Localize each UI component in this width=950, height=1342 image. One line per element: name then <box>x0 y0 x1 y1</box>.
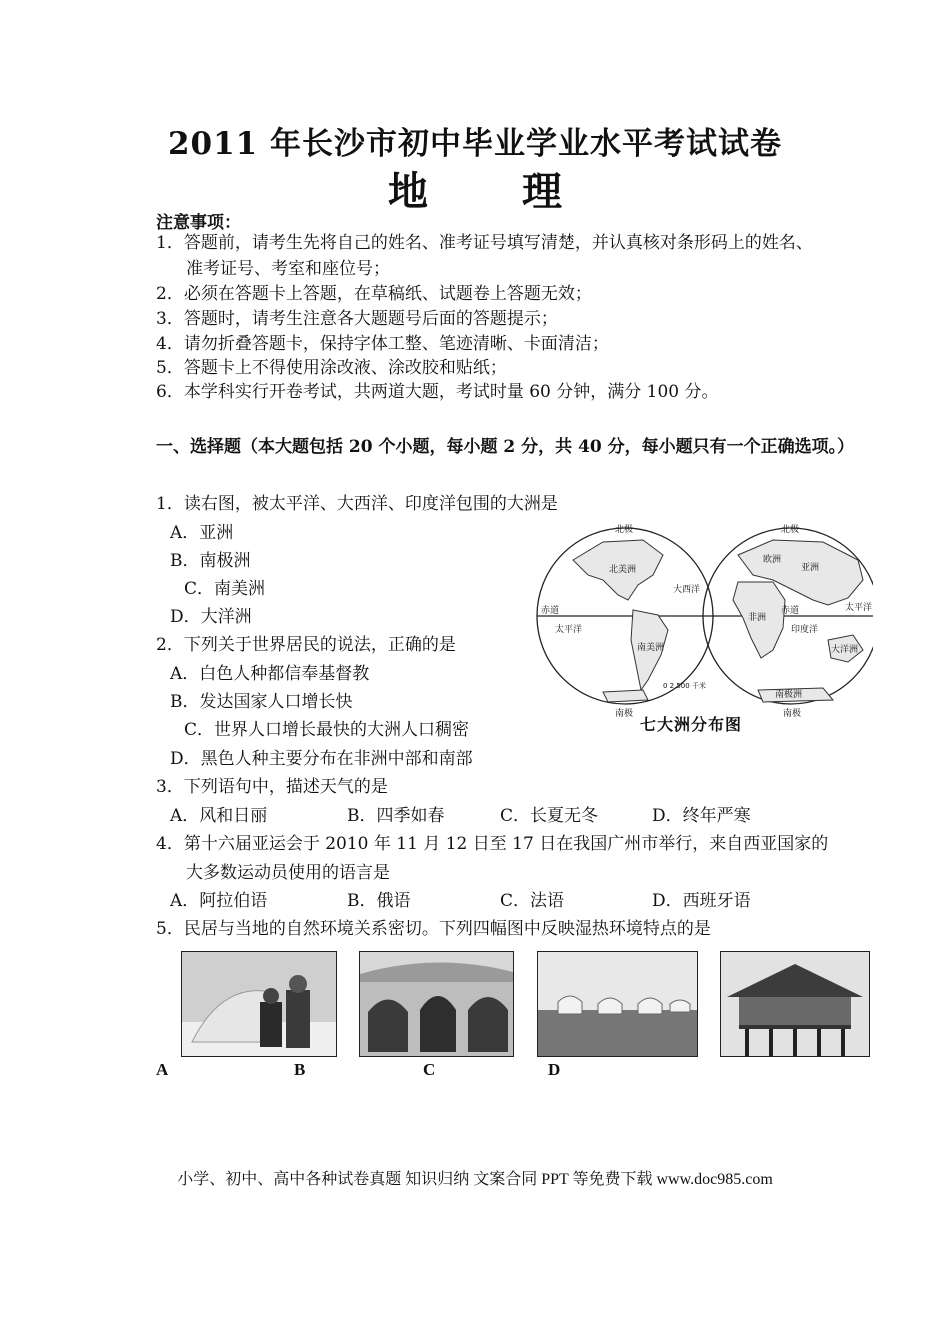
photo-label-d: D <box>548 1060 561 1079</box>
option: A．亚洲 <box>170 523 234 543</box>
atlantic-label: 大西洋 <box>673 585 701 595</box>
exam-title: 2011 年长沙市初中毕业学业水平考试试卷 <box>167 126 783 162</box>
notice-item: 6．本学科实行开卷考试，共两道大题，考试时量 60 分钟，满分 100 分。 <box>156 382 719 402</box>
equator-label-east: 赤道 <box>781 606 800 616</box>
map-scale: 0 2 500 千米 <box>663 682 706 690</box>
option: D．终年严寒 <box>652 806 751 826</box>
subject-title: 地 理 <box>388 168 602 215</box>
europe-label: 欧洲 <box>763 555 782 565</box>
equator-label-west: 赤道 <box>541 606 560 616</box>
photo-cave-dwelling <box>359 951 514 1057</box>
notice-heading: 注意事项： <box>156 213 241 233</box>
notice-item: 准考证号、考室和座位号； <box>186 259 390 279</box>
option: A．风和日丽 <box>170 806 268 826</box>
indian-ocean-label: 印度洋 <box>791 625 819 635</box>
notice-item: 5．答题卡上不得使用涂改液、涂改胶和贴纸； <box>156 358 507 378</box>
option: C．长夏无冬 <box>500 806 599 826</box>
north-america-label: 北美洲 <box>609 565 637 575</box>
pacific-label-east: 太平洋 <box>845 603 873 613</box>
option: B．俄语 <box>347 891 411 911</box>
photo-label-b: B <box>294 1060 306 1079</box>
question-stem: 1．读右图，被太平洋、大西洋、印度洋包围的大洲是 <box>156 494 558 514</box>
notice-item: 2．必须在答题卡上答题，在草稿纸、试题卷上答题无效； <box>156 284 592 304</box>
antarctica-label: 南极洲 <box>775 690 803 700</box>
question-stem: 5．民居与当地的自然环境关系密切。下列四幅图中反映湿热环境特点的是 <box>156 919 711 939</box>
pacific-label-west: 太平洋 <box>555 625 583 635</box>
south-pole-label-east: 南极 <box>783 709 802 719</box>
north-pole-label-east: 北极 <box>781 525 800 535</box>
south-pole-label-west: 南极 <box>615 709 634 719</box>
oceania-label: 大洋洲 <box>831 645 859 655</box>
option: D．西班牙语 <box>652 891 751 911</box>
photo-igloo <box>181 951 337 1057</box>
option: C．法语 <box>500 891 565 911</box>
section-heading: 一、选择题（本大题包括 20 个小题，每小题 2 分，共 40 分，每小题只有一个正确选项。） <box>156 437 855 457</box>
option: D．大洋洲 <box>170 607 252 627</box>
south-america-label: 南美洲 <box>637 643 665 653</box>
option: B．四季如春 <box>347 806 445 826</box>
option: C．南美洲 <box>184 579 266 599</box>
question-stem: 2．下列关于世界居民的说法，正确的是 <box>156 635 456 655</box>
footer-text: 小学、初中、高中各种试卷真题 知识归纳 文案合同 PPT 等免费下载 www.doc985.com <box>177 1171 773 1188</box>
notice-item: 4．请勿折叠答题卡，保持字体工整、笔迹清晰、卡面清洁； <box>156 334 609 354</box>
option: C．世界人口增长最快的大洲人口稠密 <box>184 720 470 740</box>
option: D．黑色人种主要分布在非洲中部和南部 <box>170 749 473 769</box>
world-continents-map <box>533 520 873 720</box>
option: A．白色人种都信奉基督教 <box>170 664 370 684</box>
question-stem: 3．下列语句中，描述天气的是 <box>156 777 388 797</box>
notice-item: 1．答题前，请考生先将自己的姓名、准考证号填写清楚，并认真核对条形码上的姓名、 <box>156 233 813 253</box>
option: B．发达国家人口增长快 <box>170 692 353 712</box>
photo-yurts <box>537 951 698 1057</box>
question-stem-continued: 大多数运动员使用的语言是 <box>186 863 390 883</box>
africa-label: 非洲 <box>748 613 767 623</box>
photo-label-a: A <box>156 1060 169 1079</box>
question-stem: 4．第十六届亚运会于 2010 年 11 月 12 日至 17 日在我国广州市举行，来自西亚国家的 <box>156 834 829 854</box>
asia-label: 亚洲 <box>801 563 820 573</box>
option: A．阿拉伯语 <box>170 891 268 911</box>
map-caption: 七大洲分布图 <box>640 715 743 734</box>
north-pole-label-west: 北极 <box>615 525 634 535</box>
photo-stilt-house <box>720 951 870 1057</box>
notice-item: 3．答题时，请考生注意各大题题号后面的答题提示； <box>156 309 558 329</box>
option: B．南极洲 <box>170 551 251 571</box>
world-map-svg <box>533 520 873 720</box>
photo-label-c: C <box>423 1060 436 1079</box>
